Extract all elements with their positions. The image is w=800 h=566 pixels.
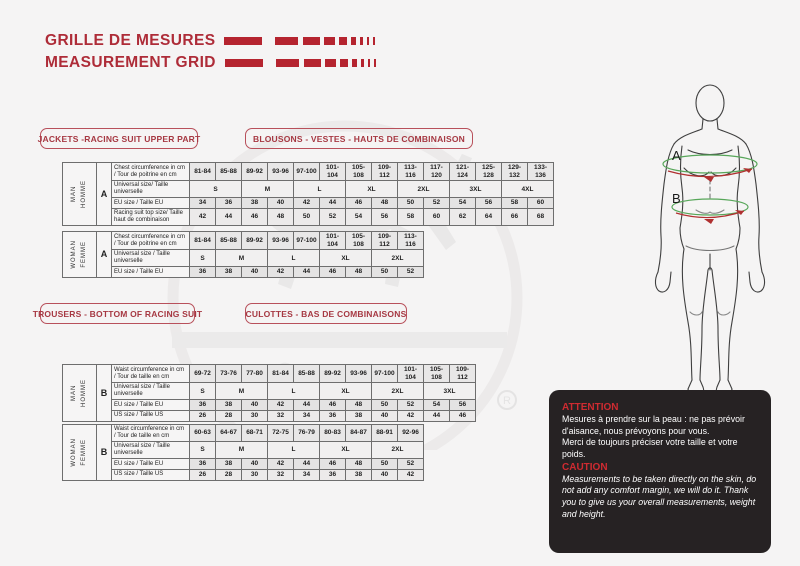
- size-cell: 38: [216, 400, 242, 411]
- size-cell: 62: [450, 209, 476, 226]
- size-cell: 2XL: [372, 250, 424, 267]
- row-label: US size / Taille US: [112, 469, 190, 480]
- caution-text-en: Measurements to be taken directly on the skin, do not add any comfort margin, we will do it. Thank you to give us your overall measurements, weight and height.: [562, 473, 757, 519]
- size-cell: M: [216, 250, 268, 267]
- size-cell: 58: [398, 209, 424, 226]
- section-label-jackets-fr: BLOUSONS - VESTES - HAUTS DE COMBINAISON: [245, 128, 473, 149]
- size-cell: 40: [268, 198, 294, 209]
- size-cell: 34: [294, 469, 320, 480]
- size-cell: 44: [294, 267, 320, 278]
- size-cell: 52: [398, 400, 424, 411]
- row-label: Universal size / Taille universelle: [112, 383, 190, 400]
- size-cell: 69-72: [190, 365, 216, 383]
- gender-label-en: WOMAN: [71, 437, 78, 467]
- size-cell: 48: [372, 198, 398, 209]
- size-cell: 50: [398, 198, 424, 209]
- size-cell: 54: [346, 209, 372, 226]
- size-cell: 121-124: [450, 163, 476, 181]
- size-cell: 109-112: [372, 232, 398, 250]
- size-cell: S: [190, 442, 216, 459]
- size-cell: 2XL: [398, 181, 450, 198]
- size-cell: 97-100: [294, 163, 320, 181]
- size-cell: 38: [242, 198, 268, 209]
- title-bars-decoration: [225, 59, 376, 67]
- size-cell: M: [216, 383, 268, 400]
- size-cell: 42: [190, 209, 216, 226]
- row-label: EU size / Taille EU: [112, 267, 190, 278]
- body-outline: [655, 85, 764, 392]
- page-title-fr: GRILLE DE MESURES: [45, 32, 216, 49]
- size-cell: 34: [190, 198, 216, 209]
- size-cell: M: [242, 181, 294, 198]
- size-cell: S: [190, 181, 242, 198]
- size-table-man-jacket: [62, 162, 554, 226]
- attention-title: ATTENTION: [562, 402, 619, 413]
- size-cell: 36: [320, 469, 346, 480]
- size-cell: 117-120: [424, 163, 450, 181]
- size-cell: 44: [294, 400, 320, 411]
- size-cell: 88-91: [372, 425, 398, 442]
- notice-box: [549, 390, 771, 553]
- size-cell: 30: [242, 469, 268, 480]
- size-cell: 92-96: [398, 425, 424, 442]
- size-cell: 81-84: [190, 163, 216, 181]
- size-cell: L: [268, 250, 320, 267]
- size-cell: 52: [320, 209, 346, 226]
- row-label: Universal size/ Taille universelle: [112, 181, 190, 198]
- row-label: EU size / Taille EU: [112, 459, 190, 470]
- size-cell: 76-79: [294, 425, 320, 442]
- row-label: Universal size / Taille universelle: [112, 250, 190, 267]
- size-cell: 85-88: [216, 232, 242, 250]
- size-cell: 56: [450, 400, 476, 411]
- size-table-woman-trousers: [62, 424, 424, 481]
- registered-mark: R: [503, 395, 511, 407]
- size-cell: 60-63: [190, 425, 216, 442]
- size-cell: 30: [242, 411, 268, 422]
- size-cell: 36: [190, 267, 216, 278]
- gender-cell: [63, 425, 97, 481]
- size-cell: 54: [424, 400, 450, 411]
- size-cell: 3XL: [424, 383, 476, 400]
- size-cell: 109-112: [450, 365, 476, 383]
- size-cell: 28: [216, 411, 242, 422]
- size-cell: 54: [450, 198, 476, 209]
- size-cell: 68-71: [242, 425, 268, 442]
- row-label: Waist circumference in cm / Tour de taille en cm: [112, 365, 190, 383]
- size-cell: 32: [268, 411, 294, 422]
- size-cell: 89-92: [242, 232, 268, 250]
- size-cell: 85-88: [294, 365, 320, 383]
- size-cell: 2XL: [372, 442, 424, 459]
- size-cell: 93-96: [268, 163, 294, 181]
- caution-title: CAUTION: [562, 461, 608, 473]
- size-cell: 40: [242, 400, 268, 411]
- size-cell: 113-116: [398, 163, 424, 181]
- size-cell: 46: [450, 411, 476, 422]
- size-cell: 125-128: [476, 163, 502, 181]
- size-table-woman-jacket: [62, 231, 424, 278]
- size-cell: 93-96: [346, 365, 372, 383]
- gender-label-en: WOMAN: [71, 240, 78, 269]
- size-cell: 58: [502, 198, 528, 209]
- size-cell: 36: [320, 411, 346, 422]
- size-cell: 44: [320, 198, 346, 209]
- size-cell: 4XL: [502, 181, 554, 198]
- row-label: Universal size / Taille universelle: [112, 442, 190, 459]
- size-cell: 68: [528, 209, 554, 226]
- size-cell: 44: [294, 459, 320, 470]
- size-cell: 73-76: [216, 365, 242, 383]
- size-cell: 48: [346, 267, 372, 278]
- size-cell: 101-104: [320, 232, 346, 250]
- waist-measure-label: B: [672, 191, 681, 206]
- size-cell: 105-108: [346, 232, 372, 250]
- row-label: Racing suit top size/ Taille haut de combinaison: [112, 209, 190, 226]
- measure-letter: B: [97, 365, 112, 422]
- row-label: US size / Taille US: [112, 411, 190, 422]
- row-label: EU size / Taille EU: [112, 198, 190, 209]
- size-cell: L: [268, 383, 320, 400]
- size-cell: 28: [216, 469, 242, 480]
- title-line-fr: [45, 30, 376, 52]
- size-cell: 52: [398, 459, 424, 470]
- size-cell: 64-67: [216, 425, 242, 442]
- size-cell: 56: [476, 198, 502, 209]
- size-cell: 56: [372, 209, 398, 226]
- size-cell: 133-136: [528, 163, 554, 181]
- attention-text-fr-2: Merci de toujours préciser votre taille et votre poids.: [562, 437, 738, 460]
- size-cell: 3XL: [450, 181, 502, 198]
- row-label: EU size / Taille EU: [112, 400, 190, 411]
- size-cell: 81-84: [190, 232, 216, 250]
- size-cell: 42: [294, 198, 320, 209]
- size-cell: 26: [190, 411, 216, 422]
- size-cell: 101-104: [320, 163, 346, 181]
- size-cell: 77-80: [242, 365, 268, 383]
- size-cell: 97-100: [372, 365, 398, 383]
- size-cell: XL: [346, 181, 398, 198]
- size-cell: 38: [346, 411, 372, 422]
- size-cell: 85-88: [216, 163, 242, 181]
- size-cell: 42: [268, 459, 294, 470]
- size-cell: 34: [294, 411, 320, 422]
- size-cell: 38: [216, 267, 242, 278]
- size-cell: 42: [398, 411, 424, 422]
- size-cell: 32: [268, 469, 294, 480]
- size-cell: 50: [294, 209, 320, 226]
- size-cell: 81-84: [268, 365, 294, 383]
- size-cell: 48: [346, 400, 372, 411]
- row-label: Chest circumference in cm / Tour de poitrine en cm: [112, 163, 190, 181]
- attention-text-fr-1: Mesures à prendre sur la peau : ne pas prévoir d'aisance, nous prévoyons pour vous.: [562, 414, 745, 436]
- size-cell: 46: [242, 209, 268, 226]
- size-cell: S: [190, 383, 216, 400]
- size-cell: 36: [216, 198, 242, 209]
- size-cell: 80-83: [320, 425, 346, 442]
- size-cell: 38: [216, 459, 242, 470]
- row-label: Chest circumference in cm / Tour de poitrine en cm: [112, 232, 190, 250]
- size-cell: 2XL: [372, 383, 424, 400]
- size-cell: 40: [372, 469, 398, 480]
- size-cell: 46: [346, 198, 372, 209]
- size-cell: 46: [320, 459, 346, 470]
- size-cell: L: [268, 442, 320, 459]
- size-cell: XL: [320, 383, 372, 400]
- section-label-trousers-en: TROUSERS - BOTTOM OF RACING SUIT: [40, 303, 195, 324]
- size-cell: M: [216, 442, 268, 459]
- size-cell: 93-96: [268, 232, 294, 250]
- gender-cell: [63, 163, 97, 226]
- size-cell: 42: [268, 267, 294, 278]
- size-cell: 42: [268, 400, 294, 411]
- gender-label-fr: FEMME: [81, 241, 87, 268]
- size-cell: 105-108: [424, 365, 450, 383]
- page-title-en: MEASUREMENT GRID: [45, 54, 216, 71]
- gender-label-fr: FEMME: [81, 438, 87, 466]
- title-bars-decoration: [224, 37, 375, 45]
- size-cell: 105-108: [346, 163, 372, 181]
- size-cell: L: [294, 181, 346, 198]
- page-title: [45, 30, 376, 74]
- size-cell: 84-87: [346, 425, 372, 442]
- size-cell: 44: [216, 209, 242, 226]
- chest-measure-label: A: [672, 148, 681, 163]
- size-cell: 50: [372, 267, 398, 278]
- gender-cell: [63, 232, 97, 278]
- gender-label-fr: HOMME: [81, 180, 87, 209]
- size-cell: 26: [190, 469, 216, 480]
- size-cell: 40: [242, 459, 268, 470]
- size-cell: 89-92: [242, 163, 268, 181]
- size-cell: 129-132: [502, 163, 528, 181]
- size-cell: 48: [268, 209, 294, 226]
- size-cell: XL: [320, 250, 372, 267]
- size-cell: 40: [242, 267, 268, 278]
- gender-label-en: MAN: [71, 384, 78, 402]
- size-cell: 50: [372, 400, 398, 411]
- measure-letter: A: [97, 232, 112, 278]
- size-cell: S: [190, 250, 216, 267]
- size-cell: 72-75: [268, 425, 294, 442]
- size-cell: 46: [320, 400, 346, 411]
- size-cell: 38: [346, 469, 372, 480]
- size-cell: 109-112: [372, 163, 398, 181]
- row-label: Waist circumference in cm / Tour de taille en cm: [112, 425, 190, 442]
- section-label-trousers-fr: CULOTTES - BAS DE COMBINAISONS: [245, 303, 407, 324]
- size-cell: 36: [190, 459, 216, 470]
- size-cell: 44: [424, 411, 450, 422]
- size-cell: 60: [424, 209, 450, 226]
- section-label-jackets-en: JACKETS -RACING SUIT UPPER PART: [40, 128, 198, 149]
- size-cell: XL: [320, 442, 372, 459]
- size-cell: 89-92: [320, 365, 346, 383]
- gender-cell: [63, 365, 97, 422]
- size-cell: 52: [398, 267, 424, 278]
- gender-label-fr: HOMME: [81, 378, 87, 407]
- size-cell: 42: [398, 469, 424, 480]
- size-table-man-trousers: [62, 364, 476, 422]
- measure-letter: A: [97, 163, 112, 226]
- size-cell: 60: [528, 198, 554, 209]
- size-cell: 64: [476, 209, 502, 226]
- title-line-en: [45, 52, 376, 74]
- measure-letter: B: [97, 425, 112, 481]
- size-cell: 97-100: [294, 232, 320, 250]
- size-cell: 50: [372, 459, 398, 470]
- size-cell: 113-116: [398, 232, 424, 250]
- size-cell: 36: [190, 400, 216, 411]
- gender-label-en: MAN: [71, 185, 78, 203]
- size-cell: 40: [372, 411, 398, 422]
- size-cell: 101-104: [398, 365, 424, 383]
- body-measurement-figure: [628, 84, 792, 396]
- size-cell: 48: [346, 459, 372, 470]
- size-cell: 52: [424, 198, 450, 209]
- size-cell: 46: [320, 267, 346, 278]
- size-cell: 66: [502, 209, 528, 226]
